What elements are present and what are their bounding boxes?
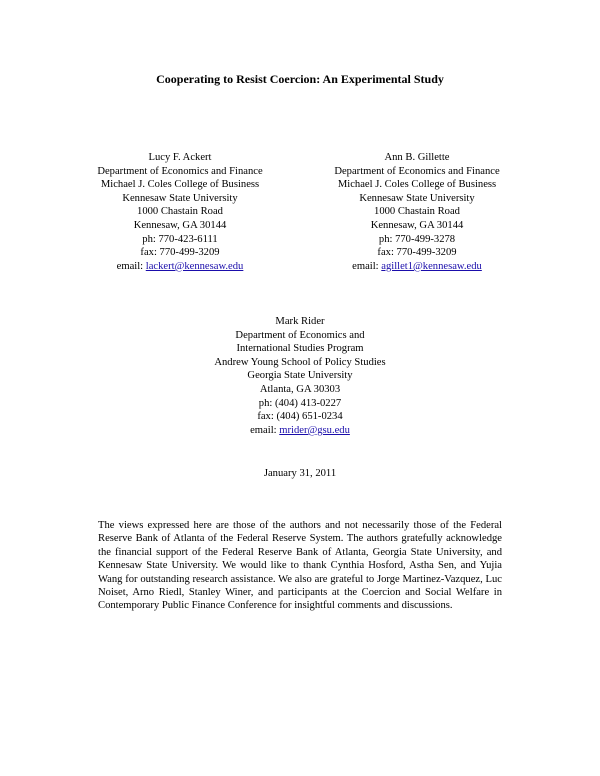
email-label: email:	[116, 260, 146, 272]
author-street: 1000 Chastain Road	[374, 206, 460, 218]
author-name: Mark Rider	[275, 316, 325, 327]
author-fax: fax: 770-499-3209	[377, 247, 457, 259]
author-phone: ph: 770-423-6111	[142, 233, 218, 245]
author-fax: fax: 770-499-3209	[140, 247, 220, 259]
author-department: Department of Economics and Finance	[97, 165, 263, 177]
email-label: email:	[250, 424, 280, 436]
paper-date: January 31, 2011	[263, 468, 337, 479]
author-name: Ann B. Gillette	[384, 152, 450, 163]
author-university: Georgia State University	[247, 370, 353, 382]
author-fax: fax: (404) 651-0234	[257, 411, 343, 423]
author-phone: ph: 770-499-3278	[378, 233, 456, 245]
author-college: Michael J. Coles College of Business	[100, 179, 260, 191]
email-link[interactable]: mrider@gsu.edu	[279, 424, 350, 436]
paper-title: Cooperating to Resist Coercion: An Experimental Study	[156, 72, 444, 86]
author-block-rider	[180, 315, 420, 437]
author-city: Kennesaw, GA 30144	[370, 219, 464, 231]
author-program: International Studies Program	[236, 343, 364, 355]
author-block-ackert	[60, 151, 300, 273]
author-university: Kennesaw State University	[359, 192, 475, 204]
author-email-line	[180, 424, 420, 438]
author-school: Andrew Young School of Policy Studies	[214, 356, 386, 368]
email-link[interactable]: agillet1@kennesaw.edu	[381, 260, 482, 272]
email-label: email:	[352, 260, 382, 272]
author-block-gillette	[297, 151, 537, 273]
author-email-line	[297, 260, 537, 274]
author-department: Department of Economics and Finance	[334, 165, 500, 177]
author-street: 1000 Chastain Road	[137, 206, 223, 218]
author-phone: ph: (404) 413-0227	[258, 397, 342, 409]
author-city: Atlanta, GA 30303	[259, 383, 341, 395]
acknowledgment-paragraph: The views expressed here are those of the authors and not necessarily those of the Federal Reserve Bank of Atlanta of the Federal Reserve System. The authors gratefully acknowledge the financial support of the Federal Reserve Bank of Atlanta, Georgia State University, and Kennesaw State University. We would like to thank Cynthia Hosford, Astha Sen, and Yujia Wang for outstanding research assistance. We also are grateful to Jorge Martinez-Vazquez, Luc Noiset, Arno Riedl, Stanley Winer, and participants at the Coercion and Social Welfare in Contemporary Public Finance Conference for insightful comments and discussions.	[98, 520, 502, 612]
author-city: Kennesaw, GA 30144	[133, 219, 227, 231]
author-email-line	[60, 260, 300, 274]
author-university: Kennesaw State University	[122, 192, 238, 204]
author-college: Michael J. Coles College of Business	[337, 179, 497, 191]
author-department: Department of Economics and	[235, 329, 365, 341]
email-link[interactable]: lackert@kennesaw.edu	[145, 260, 244, 272]
author-name: Lucy F. Ackert	[148, 152, 212, 163]
